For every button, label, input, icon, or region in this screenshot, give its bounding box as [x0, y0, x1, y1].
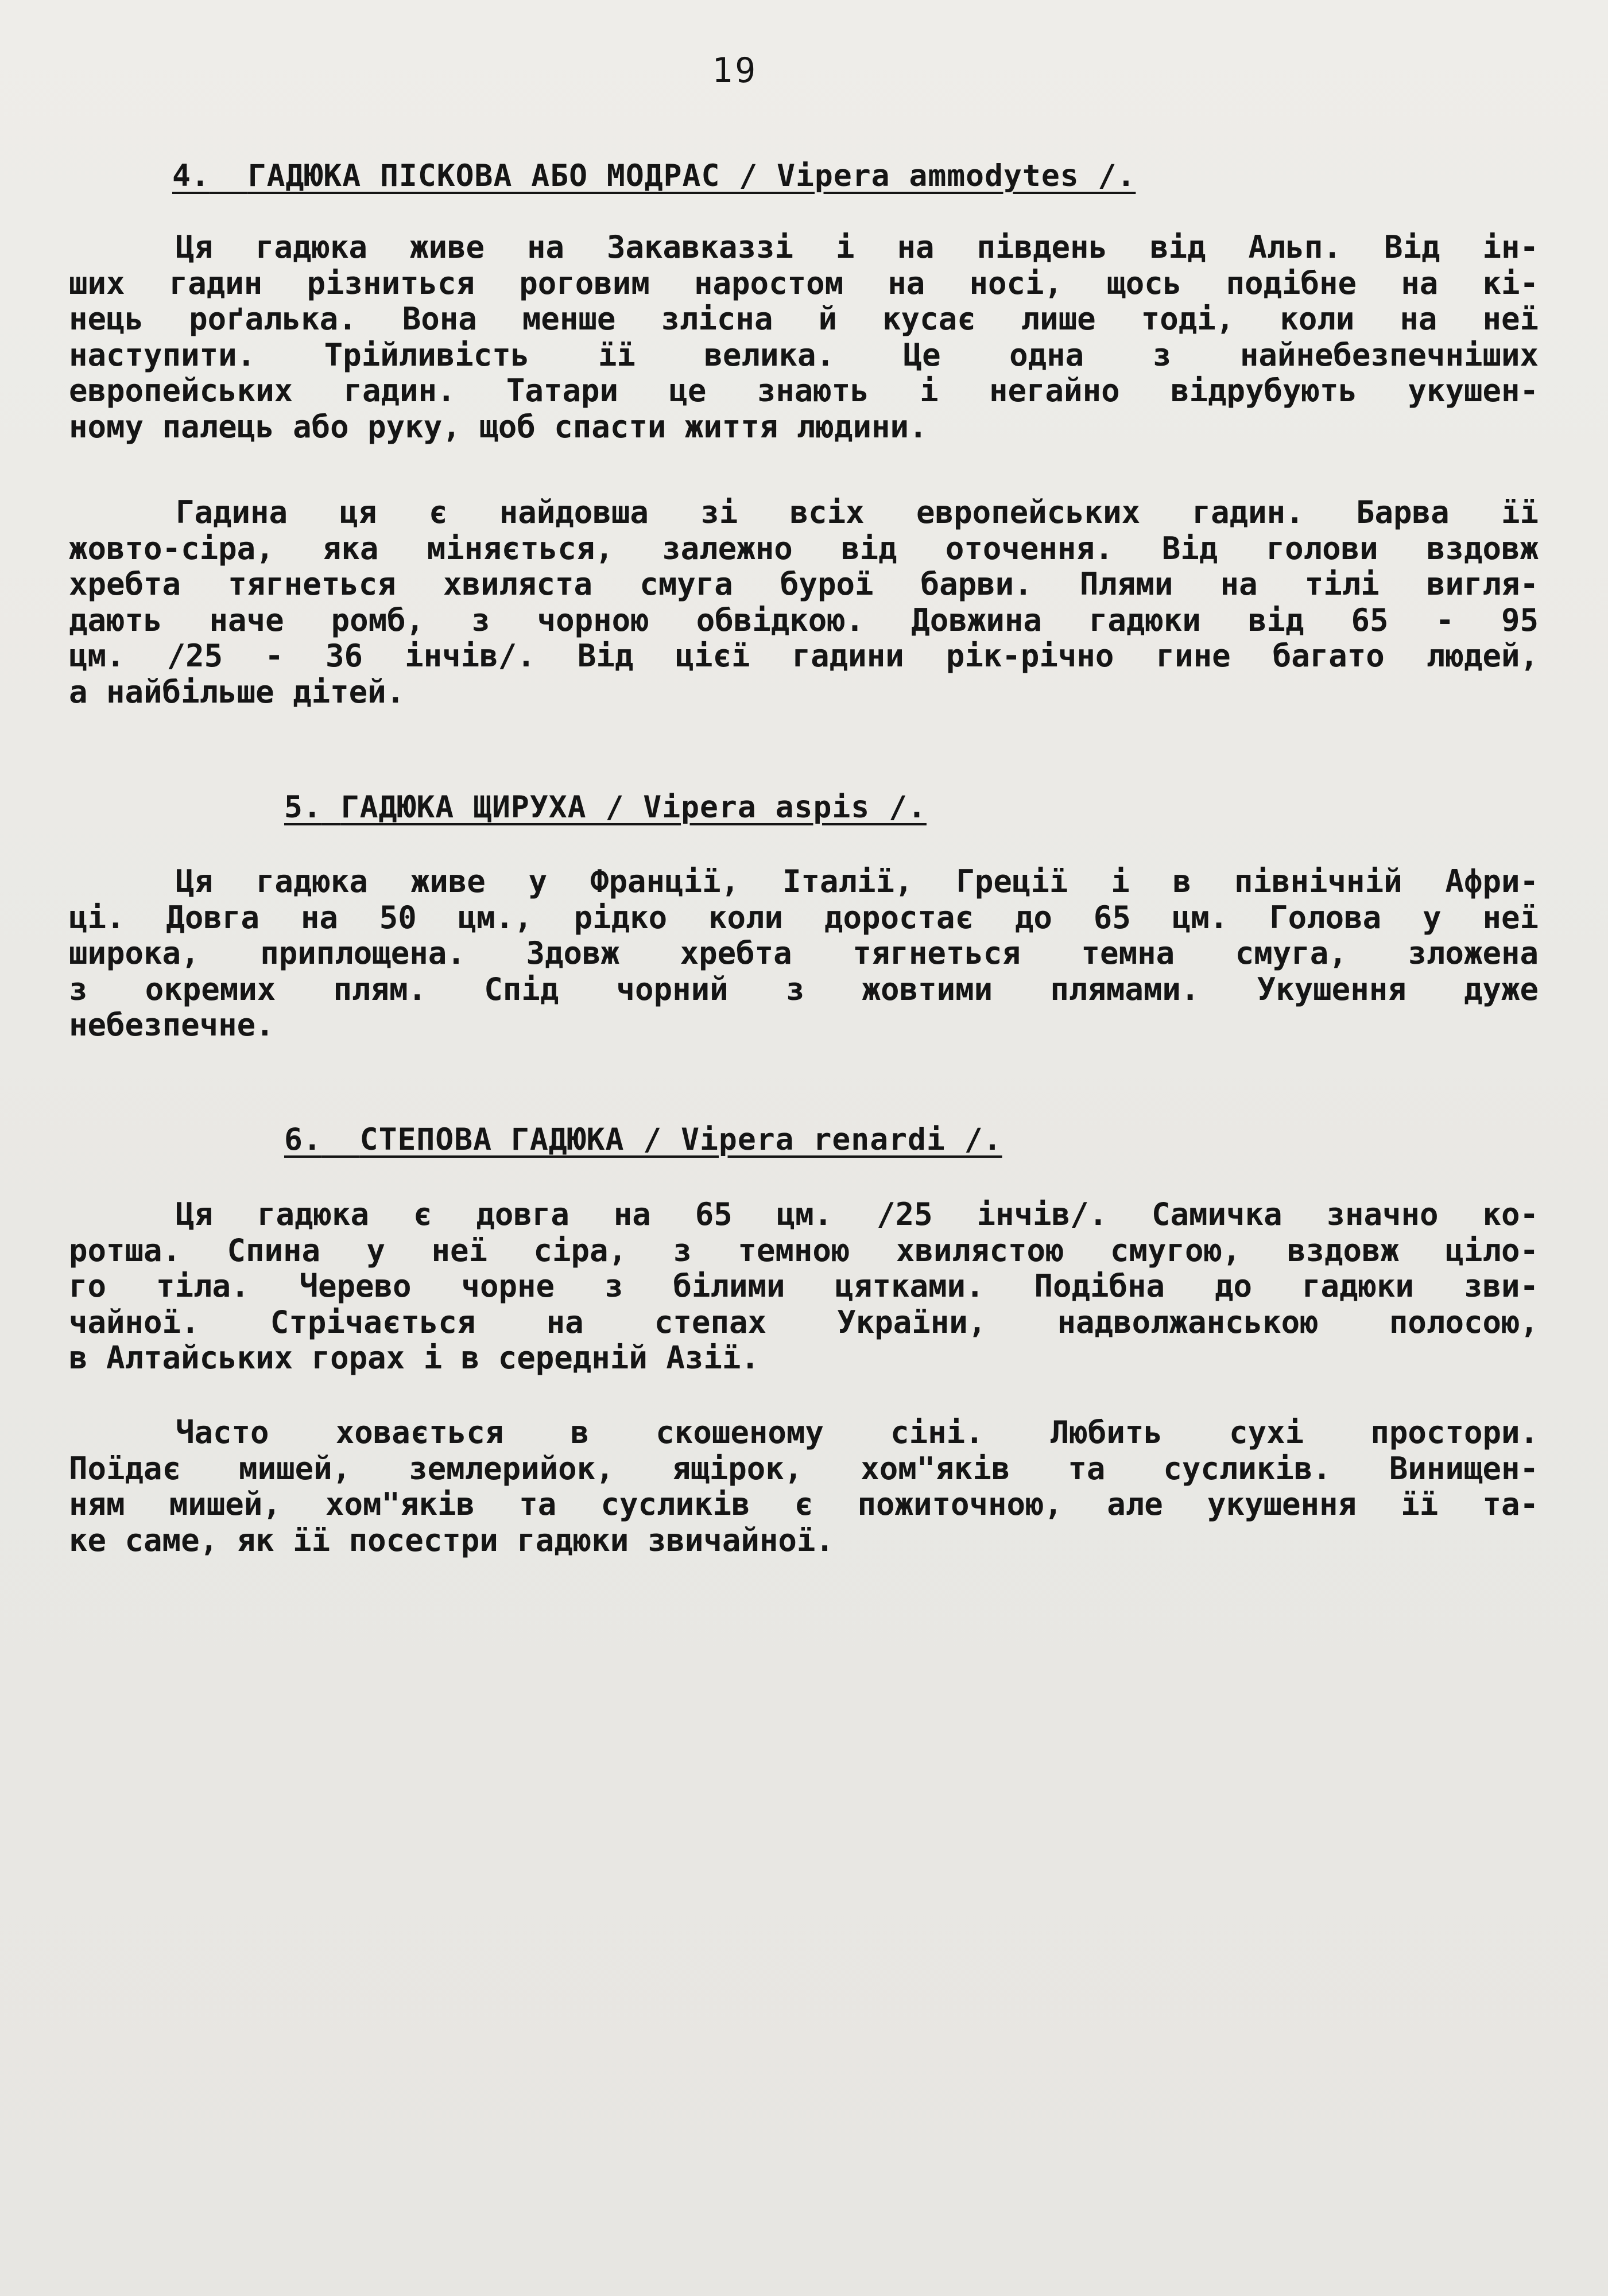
- text-line: чайної. Стрічається на степах України, надволжанською полосою,: [69, 1304, 1539, 1340]
- text-line: цм. /25 - 36 інчів/. Від цієї гадини рік-річно гине багато людей,: [69, 638, 1539, 674]
- text-line: Ця гадюка є довга на 65 цм. /25 інчів/. Самичка значно ко-: [176, 1196, 1539, 1232]
- section-4-paragraph-2: [69, 495, 1539, 710]
- section-6-paragraph-1: [69, 1197, 1539, 1376]
- text-line: дають наче ромб, з чорною обвідкою. Довжина гадюки від 65 - 95: [69, 602, 1539, 638]
- section-5-title: ГАДЮКА ЩИРУХА / Vipera aspis /.: [340, 790, 927, 825]
- text-line: а найбільше дітей.: [69, 673, 405, 710]
- section-6-paragraph-2: [69, 1415, 1539, 1558]
- text-line: ці. Довга на 50 цм., рідко коли доростає до 65 цм. Голова у неї: [69, 899, 1539, 936]
- text-line: ших гадин різниться роговим наростом на носі, щось подібне на кі-: [69, 265, 1539, 301]
- text-line: Ця гадюка живе на Закавказзі і на південь від Альп. Від ін-: [176, 229, 1539, 265]
- section-6-title: СТЕПОВА ГАДЮКА / Vipera renardi /.: [359, 1122, 1002, 1157]
- text-line: наступити. Трійливість її велика. Це одна з найнебезпечніших: [69, 336, 1539, 373]
- section-4-paragraph-1: [69, 230, 1539, 445]
- text-line: европейських гадин. Татари це знають і негайно відрубують укушен-: [69, 373, 1539, 409]
- section-5-heading: [284, 790, 927, 825]
- section-5-number: 5.: [284, 790, 322, 825]
- text-line: Гадина ця є найдовша зі всіх европейських гадин. Барва її: [176, 494, 1539, 530]
- section-4-heading: [172, 158, 1136, 193]
- text-line: ному палець або руку, щоб спасти життя людини.: [69, 408, 928, 445]
- text-line: нець роґалька. Вона менше злісна й кусає лише тоді, коли на неї: [69, 301, 1539, 337]
- text-line: го тіла. Черево чорне з білими цятками. Подібна до гадюки зви-: [69, 1268, 1539, 1304]
- text-line: небезпечне.: [69, 1007, 274, 1043]
- text-line: Ця гадюка живе у Франції, Італії, Греції і в північній Афри-: [176, 863, 1539, 899]
- text-line: ке саме, як її посестри гадюки звичайної.: [69, 1522, 834, 1558]
- text-line: хребта тягнеться хвиляста смуга бурої барви. Плями на тілі вигля-: [69, 566, 1539, 602]
- section-4-title: ГАДЮКА ПІСКОВА АБО МОДРАС / Vipera ammodytes /.: [247, 158, 1136, 193]
- text-line: в Алтайських горах і в середній Азії.: [69, 1340, 760, 1376]
- text-line: ням мишей, хом"яків та сусликів є пожиточною, але укушення її та-: [69, 1486, 1539, 1522]
- section-6-heading: [284, 1122, 1002, 1157]
- text-line: ротша. Спина у неї сіра, з темною хвилястою смугою, вздовж ціло-: [69, 1232, 1539, 1269]
- text-line: Поїдає мишей, землерийок, ящірок, хом"яків та сусликів. Винищен-: [69, 1450, 1539, 1487]
- text-line: широка, приплощена. Здовж хребта тягнеться темна смуга, зложена: [69, 935, 1539, 971]
- page-number: 19: [712, 51, 758, 91]
- text-line: з окремих плям. Спід чорний з жовтими плямами. Укушення дуже: [69, 971, 1539, 1007]
- text-line: жовто-сіра, яка міняється, залежно від оточення. Від голови вздовж: [69, 530, 1539, 567]
- section-5-paragraph-1: [69, 864, 1539, 1044]
- section-4-number: 4.: [172, 158, 210, 193]
- text-line: Часто ховається в скошеному сіні. Любить сухі простори.: [176, 1414, 1539, 1450]
- section-6-number: 6.: [284, 1122, 322, 1157]
